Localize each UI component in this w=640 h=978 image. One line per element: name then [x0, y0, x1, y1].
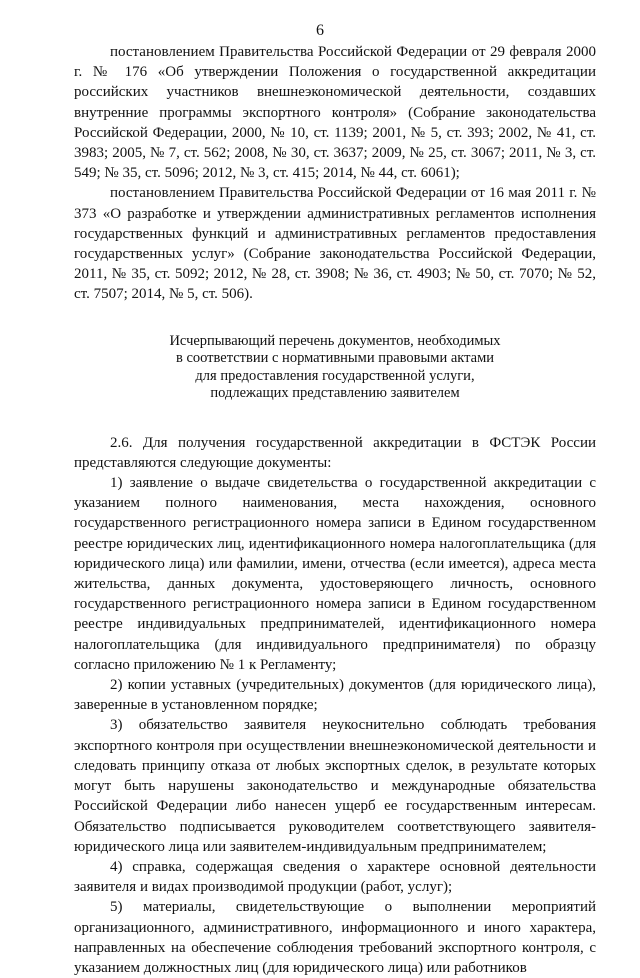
- heading-line: для предоставления государственной услуги,: [195, 367, 475, 384]
- section-2-6-intro: 2.6. Для получения государственной аккредитации в ФСТЭК России представляются следующие документы:: [74, 434, 596, 471]
- paragraph-decree-176: постановлением Правительства Российской Федерации от 29 февраля 2000 г. № 176 «Об утверждении Положения о государственной аккредитации российских участников внешнеэкономической деятельности, создавших внутренние программы экспортного контроля» (Собрание законодательства Российской Федерации, 2000, № 10, ст. 1139; 2001, № 5, ст. 393; 2002, № 41, ст. 3983; 2005, № 7, ст. 562; 2008, № 30, ст. 3637; 2009, № 25, ст. 3067; 2011, № 3, ст. 549; № 35, ст. 5096; 2012, № 3, ст. 415; 2014, № 44, ст. 6061);: [74, 44, 596, 182]
- page-number: 6: [316, 22, 324, 39]
- heading-line: Исчерпывающий перечень документов, необходимых: [169, 332, 501, 349]
- paragraph-decree-373: постановлением Правительства Российской Федерации от 16 мая 2011 г. № 373 «О разработке и утверждении административных регламентов исполнения государственных функций и административных регламентов предоставления государственных услуг» (Собрание законодательства Российской Федерации, 2011, № 35, ст. 5092; 2012, № 28, ст. 3908; № 36, ст. 4903; № 50, ст. 7070; № 52, ст. 7507; 2014, № 5, ст. 506).: [74, 185, 596, 303]
- list-item-4: 4) справка, содержащая сведения о характере основной деятельности заявителя и видах производимой продукции (работ, услуг);: [74, 858, 596, 896]
- section-heading: [74, 333, 596, 403]
- heading-line: в соответствии с нормативными правовыми актами: [175, 350, 495, 367]
- list-item-2: 2) копии уставных (учредительных) документов (для юридического лица), заверенные в установленном порядке;: [74, 677, 596, 714]
- list-item-5: 5) материалы, свидетельствующие о выполнении мероприятий организационного, административного, информационного и иного характера, направленных на обеспечение соблюдения требований экспортного контроля, с указанием должностных лиц (для юридического лица) или работников: [74, 899, 596, 976]
- heading-line: подлежащих представлению заявителем: [210, 385, 460, 402]
- list-item-3: 3) обязательство заявителя неукоснительно соблюдать требования экспортного контроля при осуществлении внешнеэкономической деятельности и следовать принципу отказа от любых экспортных сделок, в результате которых могут быть нарушены законодательство и международные обязательства Российской Федерации либо нанесен ущерб ее государственным интересам. Обязательство подписывается руководителем соответствующего заявителя-юридического лица или заявителем-индивидуальным предпринимателем;: [74, 717, 596, 855]
- list-item-1: 1) заявление о выдаче свидетельства о государственной аккредитации с указанием полного наименования, места нахождения, основного государственного регистрационного номера записи в Едином государственном реестре юридических лиц, идентификационного номера налогоплательщика (для юридического лица) или фамилии, имени, отчества (если имеется), адреса места жительства, данных документа, удостоверяющего личность, основного государственного регистрационного номера записи в Едином государственном реестре индивидуальных предпринимателей, идентификационного номера налогоплательщика (для индивидуального предпринимателя) по образцу согласно приложению № 1 к Регламенту;: [74, 475, 596, 673]
- document-body: [74, 42, 596, 978]
